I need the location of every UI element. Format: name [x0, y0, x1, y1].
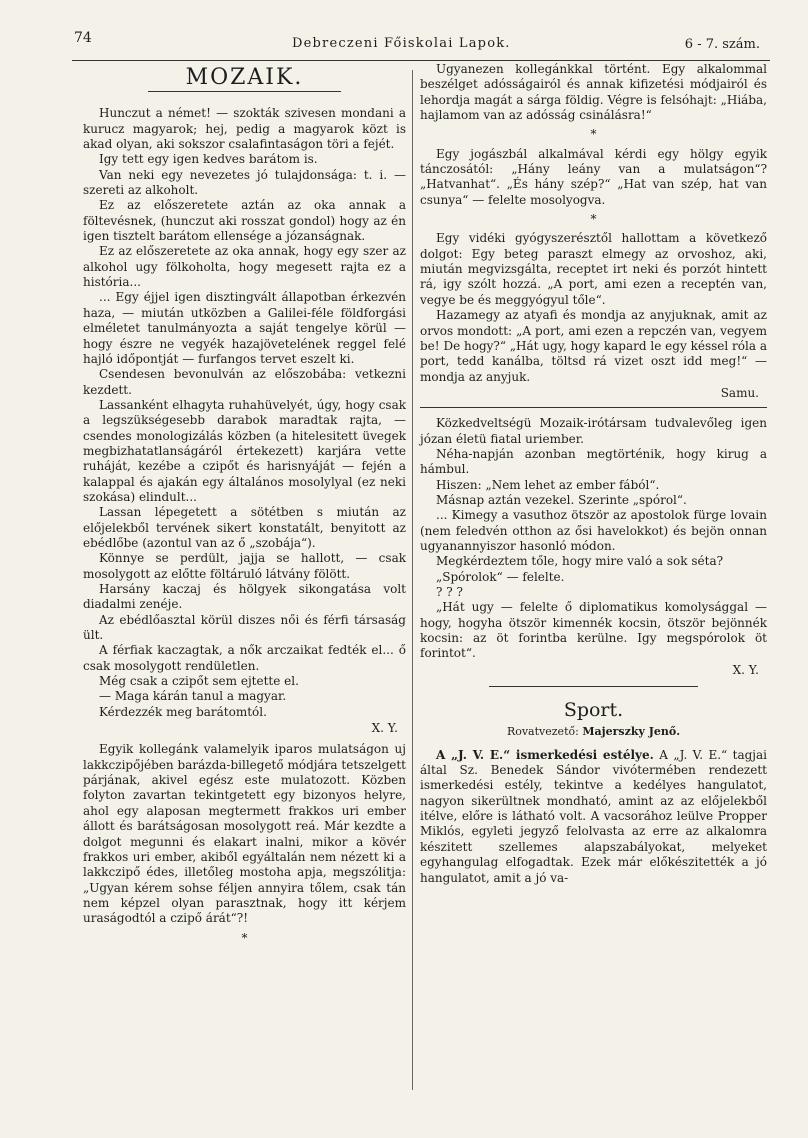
article-lead: A „J. V. E.“ ismerkedési estélye.	[436, 747, 654, 762]
paragraph: Lassan lépegetett a sötétben s miután az előjelekből tervének sikert konstatált, benyitott az ebédlőbe (azontul van az ő „szobája“).	[83, 505, 406, 550]
paragraph: Van neki egy nevezetes jó tulajdonsága: t. i. — szereti az alkoholt.	[83, 167, 406, 198]
section-rule	[489, 686, 697, 687]
paragraph: Egy vidéki gyógyszerésztől hallottam a következő dolgot: Egy beteg paraszt elmegy az orvoshoz, aki, miután megvizsgálta, receptet irt neki és porzót hintett rá, igy szólt hozzá. „A port, ami ezen a receptén van, vegye be és meggyógyul tőle“.	[420, 231, 767, 307]
paragraph: Másnap aztán vezekel. Szerinte „spórol“.	[436, 492, 687, 507]
separator-asterisk: *	[241, 930, 248, 945]
paragraph: Egy jogászbál alkalmával kérdi egy hölgy egyik tánczosától: „Hány leány van a mulatságon“? „Hatvanhat“. „És hány szép?“ „Hat van szép, hat van csunya“ — felelte mosolyogva.	[420, 146, 767, 207]
editor-name: Majerszky Jenő.	[582, 725, 681, 739]
signature: X. Y.	[371, 721, 398, 736]
left-column	[83, 62, 406, 950]
issue-number: 6 - 7. szám.	[684, 37, 760, 52]
editor-label: Rovatvezető:	[506, 725, 579, 739]
separator-asterisk: *	[590, 127, 597, 142]
signature: Samu.	[720, 385, 759, 400]
signature: X. Y.	[732, 662, 759, 677]
paragraph: Lassanként elhagyta ruhahüvelyét, úgy, hogy csak a legszükségesebb darabok maradtak rajta, — csendes monologizálás közben (a hitelesitett üvegek megbizhatatlanságáról értekezett) karjára vette ruháját, kezébe a czipőt és harisnyáját — fején a kalappal és ajakán egy általános mosolylyal (ez neki szokása) elindult...	[83, 397, 406, 504]
paragraph: ... Kimegy a vasuthoz ötször az apostolok fürge lovain (nem feledvén otthon az ősi havelokkot) és bejön onnan ugyanannyiszor hasonló módon.	[420, 508, 767, 553]
paragraph: — Maga kárán tanul a magyar.	[99, 689, 287, 704]
paragraph: Néha-napján azonban megtörténik, hogy kirug a hámbul.	[420, 446, 767, 477]
paragraph: ? ? ?	[436, 585, 463, 599]
paragraph: Az ebédlőasztal körül diszes női és férfi társaság ült.	[83, 612, 406, 643]
paragraph: Könnye se perdült, jajja se hallott, — csak mosolygott az előtte föltáruló látvány fölött.	[83, 551, 406, 581]
paragraph: Ez az előszeretete aztán az oka annak a föltevésnek, (hunczut aki rosszat gondol) hogy az én igen tisztelt barátom ellensége a józanságnak.	[83, 198, 406, 244]
paragraph: „Spórolok“ — felelte.	[436, 569, 565, 584]
paragraph: Még csak a czipőt sem ejtette el.	[99, 674, 299, 689]
right-column	[420, 62, 767, 886]
paragraph: Hazamegy az atyafi és mondja az anyjuknak, amit az orvos mondott: „A port, ami ezen a repczén van, vegyem be! De hogy?“ „Hát ugy, hogy kapard le egy késsel róla a port, tedd kanálba, töltsd rá vizet oszt idd meg!“ — mondja az anyjuk.	[420, 308, 767, 384]
article-text: A „J. V. E.“ tagjai által Sz. Benedek Sándor vivótermében rendezett ismerkedési estély, tekintve a kedélyes hangulatot, nagyon sikerültnek mondható, amint az az előjelekből itélve, előre is látható volt. A vacsorához leülve Propper Miklós, egyleti jegyző felolvasta az erre az alkalomra készitett szellemes alapszabályokat, melyeket egyhangulag elfogadtak. Ezek már előkészitették a jó hangulatot, amit a jó va-	[420, 747, 767, 885]
section-rule	[420, 407, 767, 408]
paragraph: Ez az előszeretete az oka annak, hogy egy szer az alkohol ugy fölkoholta, hogy megesett rajta ez a história...	[83, 244, 406, 290]
paragraph: Csendesen bevonulván az előszobába: vetkezni kezdett.	[83, 367, 406, 397]
page-number: 74	[74, 30, 92, 46]
paragraph: Hiszen: „Nem lehet az ember fából“.	[436, 477, 660, 492]
separator-asterisk: *	[590, 212, 597, 227]
paragraph: „Hát ugy — felelte ő diplomatikus komolysággal — hogy, hogyha ötször kimennék kocsin, ötször bejönnék kocsin: az öt forintba kerülne. Igy megspórolok öt forintot“.	[420, 600, 767, 661]
title-rule	[148, 91, 342, 92]
paragraph: Közkedveltségü Mozaik-irótársam tudvalevőleg igen józan életü fiatal uriember.	[420, 416, 767, 446]
sport-editor	[420, 724, 767, 739]
paragraph: Kérdezzék meg barátomtól.	[99, 704, 267, 719]
paragraph: Igy tett egy igen kedves barátom is.	[99, 152, 318, 167]
paragraph: A férfiak kaczagtak, a nők arczaikat fedték el... ő csak mosolygott rendületlen.	[83, 643, 406, 673]
paragraph: Harsány kaczaj és hölgyek sikongatása volt diadalmi zenéje.	[83, 582, 406, 612]
column-divider	[412, 70, 413, 1090]
running-header	[72, 30, 770, 61]
paragraph: Ugyanezen kollegánkkal történt. Egy alkalommal beszélget adósságairól és annak kifizetési módjairól és lehordja magát a sárga földig. Végre is felsóhajt: „Hiába, hajlamom van az adósság csinálásra!“	[420, 62, 767, 123]
journal-title: Debreczeni Főiskolai Lapok.	[292, 36, 511, 51]
paragraph: Hunczut a német! — szokták szivesen mondani a kurucz magyarok; hej, pedig a magyarok közt is akad olyan, aki sokszor csalafintaságon töri a fejét.	[83, 106, 406, 152]
paragraph: ... Egy éjjel igen disztingvált állapotban érkezvén haza, — miután utközben a Galilei-féle földforgási elméletet tanulmányozta a saját tengelye körül — hogy észre ne vegyék hazajövetelének reggel felé hajló időpontját — furfangos tervet eszelt ki.	[83, 290, 406, 366]
section-title-sport: Sport.	[563, 699, 624, 722]
paragraph: Megkérdeztem tőle, hogy mire való a sok séta?	[436, 554, 724, 569]
paragraph: Egyik kollegánk valamelyik iparos mulatságon uj lakkczipőjében barázda-billegető módjára tetszelgett párjának, akivel egész este mulatozott. Közben folyton zavartan tekintgetett egy bizonyos helyre, ahol egy alaposan megtermett frakkos uri ember állott és barátságosan mosolygott reá. Már kezdte a dolgot megunni és elakart inalni, mikor a kövér frakkos uri ember, akiből egyáltalán nem nézett ki a lakkczipő édes, illetőleg mostoha apja, megszólitja: „Ugyan kérem sohse féljen annyira tőlem, csak tán nem képzel olyan parasztnak, hogy itt kérjem uraságodtól a czipő árát“?!	[83, 742, 406, 926]
section-title-mozaik: MOZAIK.	[185, 65, 304, 90]
paragraph	[420, 748, 767, 886]
